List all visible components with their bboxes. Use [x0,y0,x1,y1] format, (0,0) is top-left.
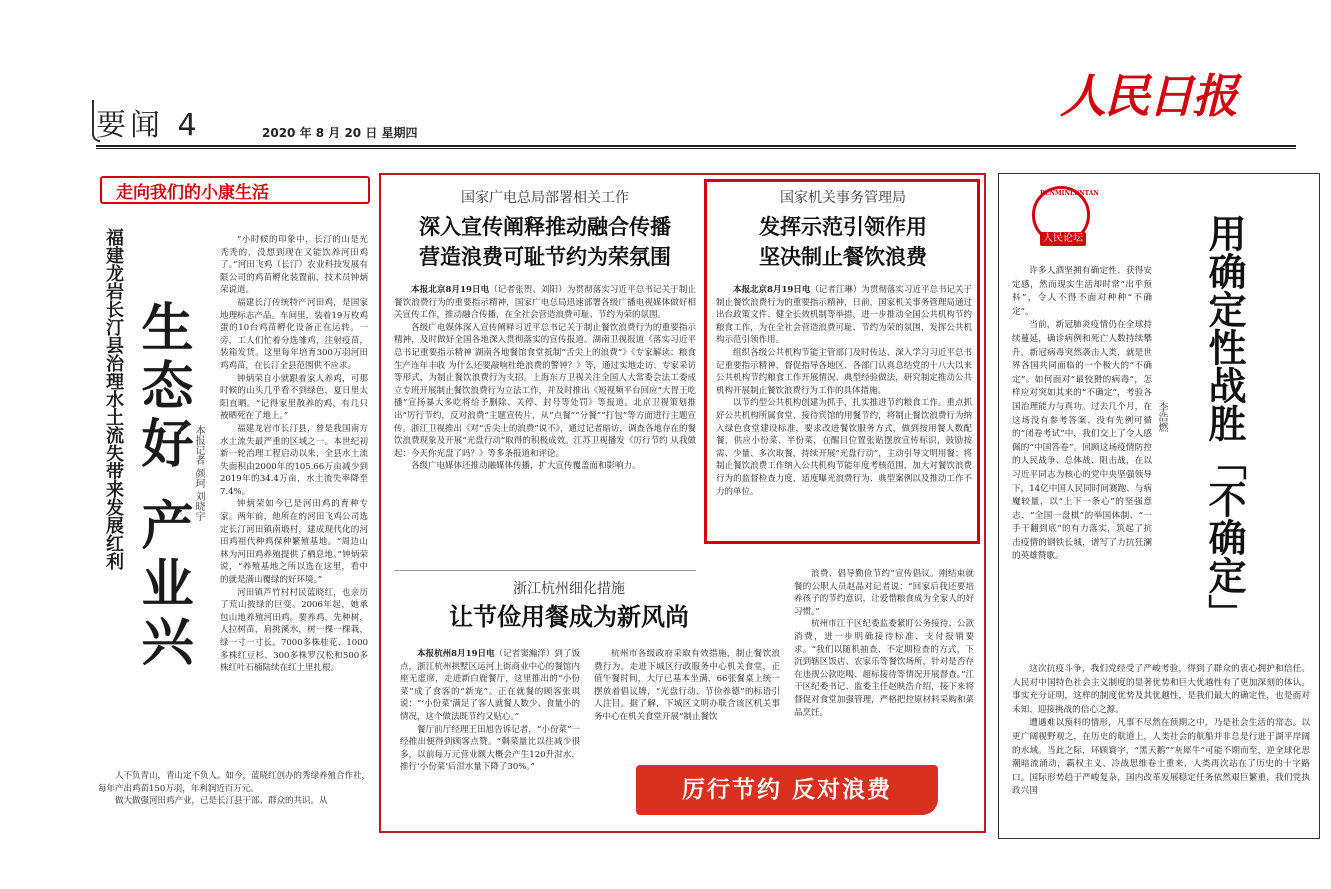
paragraph: 钟炳荣如今已是河田鸡的育种专家。两年前，他所在的河田飞鸡公司选定长汀河田镇南塅村，建成现代化的河田鸡祖代种鸡保种繁殖基地。“周边山林为河田鸡养殖提供了栖息地。”钟炳荣说，“养殖基地之所以选在这里，看中的就是满山覆绿的好环境。” [220,499,368,586]
paragraph: 杭州市江干区纪委监委紧盯公务接待、公款消费，进一步明确接待标准、支付报销要求。“我们以随机抽查、不定期检查的方式，下沉到辖区饭店、农家乐等餐饮场所，针对是否存在违规公款吃喝、超标接待等情况开展督查。”江干区纪委书记、监委主任赵映浩介绍，接下来将督促对食堂加强管理，严格把控原材料采购和菜品烹饪。 [794,619,974,718]
section-divider [394,570,696,571]
section-title: 要闻 4 [96,108,201,143]
broadcast-body [394,284,696,568]
paragraph-text: （记者张贺、刘阳）为贯彻落实习近平总书记关于制止餐饮浪费行为的重要指示精神，国家广电总局迅速部署各级广播电视媒体做好相关宣传工作，推动融合传播，在全社会营造浪费可耻、节约为荣的氛围。 [394,285,696,321]
story-headline: 生态好 产业兴 [132,300,192,673]
gov-body [716,284,972,539]
commentary-body-continued [1012,663,1310,839]
commentary-headline: 用确定性战胜「不确定」 [1202,214,1246,632]
hangzhou-headline: 让节俭用餐成为新风尚 [449,603,689,631]
dateline: 本报北京8月19日电 [411,285,490,295]
paragraph: 许多人酒坚拥有确定性、获得安定感，然而现实生活却时常“出乎预料”，令人不得不面对种种“不确定”。 [1012,266,1152,317]
issue-date: 2020 年 8 月 20 日 星期四 [262,126,418,140]
paragraph: 杭州市各级政府采取有效措施，制止餐饮浪费行为。走进下城区行政服务中心机关食堂，正值午餐时间，大厅已基本坐满，66张餐桌上统一摆放着倡议牌，“光盘行动、节俭养德”的标语引人注目。据了解，下城区文明办联合该区机关事务中心在机关食堂开展“制止餐饮 [594,649,780,722]
masthead-rule [96,145,1296,149]
column-kicker: 走向我们的小康生活 [116,183,269,203]
headline-line: 发挥示范引领作用 [759,215,927,239]
paragraph-text: （记者江琳）为贯彻落实习近平总书记关于制止餐饮浪费行为的重要指示精神，日前，国家机关事务管理局通过出台政策文件、健全长效机制等举措，进一步推动全国公共机构节约粮食工作，为在全社会营造浪费可耻、节约为荣的氛围，发挥公共机构示范引领作用。 [716,285,972,346]
forum-label: 人民论坛 [1040,232,1086,246]
paragraph: 福建龙岩市长汀县，曾是我国南方水土流失最严重的区域之一。本世纪初新一轮治理工程启动以来，全县水土流失面积由2000年的105.66万亩减少到2019年的34.4万亩，水土流失率降至7.4%。 [220,423,368,497]
broadcast-kicker: 国家广电总局部署相关工作 [461,190,629,206]
paragraph: 钟炳荣自小就跟着家人养鸡，可那时候的山头几乎看不到绿色，夏日里太阳直晒。“记得家里散养的鸡，有几只被晒死在了地上。” [220,373,368,422]
paragraph: 组织各级公共机构节能主管部门及时传达、深入学习习近平总书记重要指示精神，督促指导各地区、各部门认真总结党的十八大以来公共机构节约粮食工作开展情况、典型经验做法，研究制定推动公共机构开展制止餐饮浪费行为工作的具体措施。 [716,347,972,396]
paragraph: 做大做强河田鸡产业，已是长汀县干部、群众的共识。从 [115,796,328,807]
dateline: 本报杭州8月19日电 [417,649,495,659]
paragraph: 河田镇芦竹村村民蓝晓红，也亲历了荒山披绿的巨变。2006年起，她承包山地养殖河田鸡。要养鸡，先种树，人拉树苗，肩挑溪水，树一棵一棵栽，绿一寸一寸长。7000多株桂花、1000多株红豆杉、300多株罗汉松和500多株红叶石楠陆续在红土里扎根。 [220,587,368,674]
paragraph: 餐厅前厅经理王田旭告诉记者，“小份菜”一经推出便得到顾客点赞。“剩菜量比以往减少很多，以前每万元营业额大概会产生120升泔水，推行‘小份菜’后泔水量下降了30%。” [400,724,580,773]
slogan-banner: 厉行节约 反对浪费 [636,765,938,815]
story-body [220,234,368,782]
headline-line: 深入宣传阐释推动融合传播 [419,215,671,239]
paragraph [394,284,696,322]
paragraph: 遭遇难以预料的情形，凡事不尽然在预期之中，乃是社会生活的常态。以更广阔视野观之，在历史的航道上，人类社会的航船并非总是行进于湖平岸阔的水域。当此之际，环顾寰宇，“黑天鹅”“灰犀牛”可能不期而至，逆全球化思潮暗流涌动，霸权主义、冷战思维卷土重来，人类再次站在了历史的十字路口。国际形势趋于严峻复杂，国内改革发展稳定任务依然艰巨繁重，我们党执政兴国 [1012,718,1310,797]
headline-line: 营造浪费可耻节约为荣氛围 [419,245,671,269]
paragraph: 各级广电媒体深入宣传阐释习近平总书记关于制止餐饮浪费行为的重要指示精神，及时做好全国各地深入贯彻落实的宣传报道。湖南卫视报道《落实习近平总书记重要指示精神 湖南各地餐馆食堂抵制“舌尖上的浪费”》《专家解读：粮食生产连年丰收 为什么还要敲响杜绝浪费的警钟？》等，通过实地走访、专家采访等形式，为制止餐饮浪费行为支招。上海东方卫视关注全国人大常委会法工委成立专班开展制止餐饮浪费行为立法工作，并及时推出《短视频平台回应“大胃王吃播”宣扬暴大多吃将给予删除、关停、封号等处罚》等报道。北京卫视策划推出“厉行节约，反对浪费”主题宣传片，从“点餐”“分餐”“打包”等方面进行主题宣传。浙江卫视推出《对“舌尖上的浪费”说不》，通过记者暗访，调查各地存在的餐饮浪费现象及开展“光盘行动”取得的积极成效。江苏卫视播发《厉行节约 从我做起：今天你光盘了吗？》等多条报道和评论。 [394,322,696,459]
paragraph: 浪费、倡导勤俭节约”宣传倡议。刚结束就餐的公职人员赵晶对记者说：“回家后我还要培养孩子的节约意识，让爱惜粮食成为全家人的好习惯。” [794,569,974,617]
paragraph: “小时候的印象中，长汀的山是光秃秃的，没想到现在又能饮养河田鸡了。”河田飞鸡（长汀）农业科技发展有限公司的鸡苗孵化装置前，技术员钟炳荣说道。 [220,235,368,296]
hangzhou-kicker: 浙江杭州细化措施 [513,581,625,597]
commentary-body [1012,265,1152,665]
paragraph: 各级广电媒体还推动融媒体传播，扩大宣传覆盖面和影响力。 [411,461,641,472]
paragraph: 人不负青山，青山定不负人。如今，蓝晓红创办的秀绿养殖合作社，每年产出鸡苗150万羽，年利润近百万元。 [98,771,370,794]
paragraph: 这次抗疫斗争，我们党经受了严峻考验，得到了群众的衷心拥护和信任。人民对中国特色社会主义制度的显著优势和巨大优越性有了更加深刻的体认。事实充分证明，这样的制度优势及其优越性，是我们最大的确定性，也是面对未知、迎接挑战的信心之源。 [1012,664,1310,715]
hangzhou-body-col1 [400,648,580,818]
gov-kicker: 国家机关事务管理局 [780,190,906,206]
paragraph: 以节约型公共机构创建为抓手，扎实推进节约粮食工作。重点抓好公共机构所属食堂、接待宾馆的用餐节约，将制止餐饮浪费行为纳入绿色食堂建设标准，要求改进餐饮服务方式，做到按用餐人数配餐，供应小份菜、半份菜，在醒目位置张贴摆放宣传标识，鼓励按需、少量、多次取餐，持续开展“光盘行动”，主动引导文明用餐；将制止餐饮浪费工作纳入公共机构节能年度考核范围，加大对餐饮浪费行为的监督检查力度，适度曝光浪费行为、典型案例以及推动工作不力的单位。 [716,398,972,497]
dateline: 本报北京8月19日电 [733,285,811,295]
paragraph [400,648,580,724]
commentary-author: 李浩燃 [1156,402,1167,432]
hangzhou-body-col3 [794,568,974,763]
newspaper-logo: 人民日报 [1060,69,1236,123]
story-body-continued [98,770,370,832]
story-byline: 本报记者 颜珂 刘晓宇 [193,425,204,522]
broadcast-headline [390,212,700,272]
hangzhou-body-col2 [594,648,780,763]
story-subtitle: 福建龙岩长汀县治理水土流失带来发展红利 [103,228,124,570]
paragraph: 当前，新冠肺炎疫情仍在全球持续蔓延，确诊病例和死亡人数持续攀升，新冠病毒突然袭击人类，就是世界各国共同面临的一个极大的“不确定”。如何面对“最狡猾的病毒”，怎样应对突如其来的“不确定”，考验各国治理能力与真功。过去几个月，在这场没有参考答案、没有先例可循的“闭卷考试”中，我们交上了令人感佩的“中国答卷”。回顾这场疫情防控的人民战争、总体战、阻击战，在以习近平同志为核心的党中央坚强领导下，14亿中国人民同时间赛跑、与病魔较量，以“上下一条心”的坚强意志、“全国一盘棋”的举国体制、“一手干翻到底”的有力落实，筑起了抗击疫情的钢铁长城，谱写了力抗狂澜的英雄赞歌。 [1012,320,1152,562]
headline-line: 坚决制止餐饮浪费 [759,245,927,269]
paragraph [716,284,972,347]
paragraph: 福建长汀传统特产河田鸡，是国家地理标志产品。车间里，装着19万枚鸡蛋的10台鸡苗孵化设备正在运转。一旁，工人们忙着分选雏鸡，注射疫苗，装箱发货。这里每年培育300万羽河田鸡鸡苗，在长汀全县范围供不应求。 [220,297,368,371]
paragraph-text: （记者窦瀚洋）到了饭点，浙江杭州拱墅区运河上街商业中心的餐馆内座无虚席，走进新白鹿餐厅，这里推出的“小份菜”成了食客的“新宠”。正在就餐的顾客张琪说：“‘小份菜’满足了客人就餐人数少、食量小的情况，这个做法既节约又贴心。” [400,649,580,722]
gov-headline [710,212,976,272]
forum-logo-en: RENMINLUNTAN [1040,190,1099,197]
